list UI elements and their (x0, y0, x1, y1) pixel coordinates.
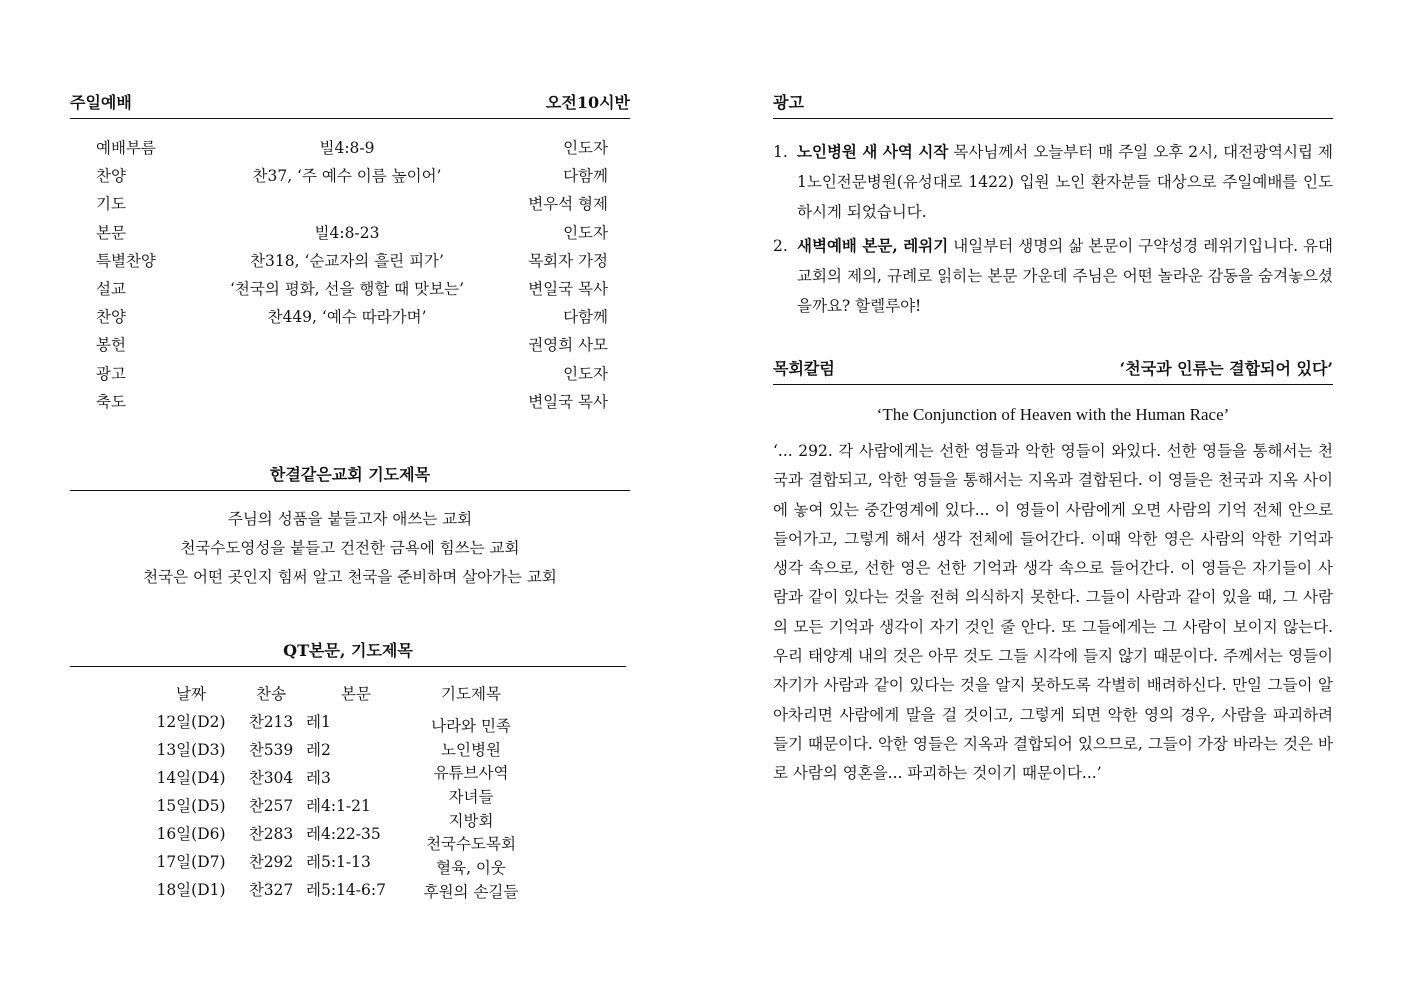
order-item: 특별찬양 (96, 251, 156, 270)
qt-text: 레5:14-6:7 (306, 881, 386, 899)
qt-date: 13일(D3) (156, 741, 226, 759)
qt-date: 17일(D7) (156, 853, 226, 871)
qt-rows (146, 707, 626, 903)
prayer-section (70, 462, 630, 592)
qt-row (146, 847, 626, 875)
announcements-title: 광고 (773, 93, 804, 112)
qt-row (146, 735, 626, 763)
announcements-header (773, 90, 1333, 119)
worship-order-row (96, 133, 608, 161)
worship-order-row (96, 359, 608, 387)
qt-title: QT본문, 기도제목 (283, 641, 413, 660)
announcement-body: 목사님께서 오늘부터 매 주일 오후 2시, 대전광역시립 제1노인전문병원(유성대로 1422) 입원 노인 환자분들 대상으로 주일예배를 인도하시게 되었습니다. (797, 143, 1333, 221)
qt-row (146, 875, 626, 903)
qt-row (146, 819, 626, 847)
announcement-item (773, 231, 1333, 321)
qt-hymn: 찬292 (248, 853, 294, 871)
qt-topic: 천국수도목회 (426, 835, 516, 854)
qt-topic: 자녀들 (448, 788, 494, 807)
worship-order-row (96, 302, 608, 330)
qt-text: 레2 (306, 741, 331, 759)
worship-time: 오전10시반 (545, 93, 630, 112)
prayer-line: 천국수도영성을 붙들고 건전한 금욕에 힘쓰는 교회 (180, 539, 520, 557)
qt-date: 18일(D1) (156, 881, 226, 899)
qt-topic: 혈육, 이웃 (436, 859, 506, 878)
order-leader: 다함께 (563, 308, 608, 327)
left-page (70, 90, 630, 901)
order-content: 빌4:8-9 (319, 139, 375, 158)
worship-order-row (96, 274, 608, 302)
qt-text: 레1 (306, 713, 331, 731)
right-page (773, 90, 1334, 783)
order-leader: 목회자 가정 (528, 251, 608, 270)
pastor-column-label: 목회칼럼 (773, 359, 835, 378)
announcement-number: 2. (773, 237, 788, 255)
order-content: 찬37, ‘주 예수 이름 높이어’ (252, 167, 442, 186)
qt-text: 레4:22-35 (306, 825, 381, 843)
announcement-text (797, 137, 1333, 227)
qt-section (70, 638, 626, 903)
announcements-list (773, 137, 1333, 321)
worship-order-row (96, 161, 608, 189)
order-leader: 인도자 (563, 223, 608, 242)
qt-date: 14일(D4) (156, 769, 226, 787)
order-leader: 인도자 (563, 364, 608, 383)
order-leader: 인도자 (563, 139, 608, 158)
qt-hymn: 찬257 (248, 797, 294, 815)
worship-order-row (96, 189, 608, 217)
order-item: 본문 (96, 223, 126, 242)
qt-hymn: 찬327 (248, 881, 294, 899)
qt-date: 12일(D2) (156, 713, 226, 731)
order-item: 봉헌 (96, 336, 126, 355)
order-leader: 변일국 목사 (528, 280, 608, 299)
qt-table (146, 679, 626, 903)
qt-hymn: 찬539 (248, 741, 294, 759)
worship-order (96, 133, 608, 415)
qt-hymn: 찬283 (248, 825, 294, 843)
announcement-item (773, 137, 1333, 227)
qt-date: 16일(D6) (156, 825, 226, 843)
qt-hymn: 찬213 (248, 713, 294, 731)
qt-header-date: 날짜 (176, 685, 206, 703)
worship-title: 주일예배 (70, 93, 132, 112)
order-item: 축도 (96, 392, 126, 411)
qt-row (146, 791, 626, 819)
qt-topic: 후원의 손길들 (423, 882, 519, 901)
order-leader: 변일국 목사 (528, 392, 608, 411)
qt-topic: 나라와 민족 (431, 717, 511, 735)
worship-order-row (96, 246, 608, 274)
order-item: 설교 (96, 280, 126, 299)
order-item: 광고 (96, 364, 126, 383)
qt-table-header (146, 679, 626, 707)
announcement-heading: 노인병원 새 사역 시작 (797, 142, 949, 161)
prayer-line: 천국은 어떤 곳인지 힘써 알고 천국을 준비하며 살아가는 교회 (143, 568, 557, 586)
qt-text: 레3 (306, 769, 331, 787)
prayer-header (70, 462, 630, 491)
qt-text: 레5:1-13 (306, 853, 371, 871)
qt-header-hymn: 찬송 (256, 685, 286, 703)
qt-header-text: 본문 (341, 685, 371, 703)
qt-topic: 유튜브사역 (433, 764, 509, 783)
worship-header (70, 90, 630, 119)
order-leader: 변우석 형제 (528, 195, 608, 214)
qt-header (70, 638, 626, 667)
qt-row (146, 763, 626, 791)
announcement-number: 1. (773, 143, 788, 161)
order-item: 찬양 (96, 308, 126, 327)
order-content: 찬318, ‘순교자의 흘린 피가’ (250, 251, 444, 270)
announcement-text (797, 231, 1333, 321)
qt-hymn: 찬304 (248, 769, 294, 787)
qt-topics (406, 715, 536, 905)
announcement-heading: 새벽예배 본문, 레위기 (797, 236, 949, 255)
order-leader: 권영희 사모 (528, 336, 608, 355)
order-item: 기도 (96, 195, 126, 214)
pastor-column (773, 356, 1333, 789)
prayer-title: 한결같은교회 기도제목 (269, 465, 431, 484)
qt-topic: 노인병원 (441, 740, 501, 759)
pastor-column-title: ‘천국과 인류는 결합되어 있다’ (1119, 359, 1333, 378)
pastor-column-body: ‘... 292. 각 사람에게는 선한 영들과 악한 영들이 와있다. 선한 영들을 통해서는 천국과 결합되고, 악한 영들을 통해서는 지옥과 결합된다. 이 영들은 천국과 지옥 사이에 놓여 있는 중간영계에 있다... 이 영들이 사람에게 오면 사람의 기억 전체 안으로 들어가고, 그렇게 해서 생각 전체에 들어간다. 이때 악한 영은 사람의 악한 기억과 생각 속으로, 선한 영은 선한 기억과 생각 속으로 들어간다. 이 영들은 자기들이 사람과 같이 있다는 것을 전혀 의식하지 못한다. 그들이 사람과 같이 있을 때, 그 사람의 모든 기억과 생각이 자기 것인 줄 안다. 또 그들에게는 그 사람이 보이지 않는다. 우리 태양계 내의 것은 아무 것도 그들 시각에 들지 않기 때문이다. 주께서는 영들이 자기가 사람과 같이 있다는 것을 알지 못하도록 각별히 배려하신다. 만일 그들이 알아차리면 사람에게 말을 걸 것이고, 그렇게 되면 악한 영의 경우, 사람을 파괴하려 들기 때문이다. 악한 영들은 지옥과 결합되어 있으므로, 그들이 가장 바라는 것은 바로 사람의 영혼을... 파괴하는 것이기 때문이다...’ (773, 442, 1333, 783)
qt-header-topic: 기도제목 (441, 685, 501, 703)
order-content: 빌4:8-23 (314, 223, 380, 242)
prayer-line: 주님의 성품을 붙들고자 애쓰는 교회 (227, 510, 473, 528)
order-item: 찬양 (96, 167, 126, 186)
qt-topic: 지방회 (448, 811, 494, 830)
pastor-column-header (773, 356, 1333, 385)
order-item: 예배부름 (96, 139, 156, 158)
qt-row (146, 707, 626, 735)
worship-order-row (96, 330, 608, 358)
order-leader: 다함께 (563, 167, 608, 186)
pastor-column-subtitle: ‘The Conjunction of Heaven with the Human Race’ (876, 405, 1230, 424)
order-content: 찬449, ‘예수 따라가며’ (267, 308, 427, 327)
announcement-body: 내일부터 생명의 삶 본문이 구약성경 레위기입니다. 유대교회의 제의, 규례로 읽히는 본문 가운데 주님은 어떤 놀라운 감동을 숨겨놓으셨을까요? 할렐루야! (797, 237, 1334, 315)
order-content: ‘천국의 평화, 선을 행할 때 맛보는’ (229, 280, 465, 299)
qt-text: 레4:1-21 (306, 797, 371, 815)
prayer-lines (70, 505, 630, 592)
worship-order-row (96, 387, 608, 415)
qt-date: 15일(D5) (156, 797, 226, 815)
worship-order-row (96, 218, 608, 246)
qt-table-body (146, 707, 626, 903)
